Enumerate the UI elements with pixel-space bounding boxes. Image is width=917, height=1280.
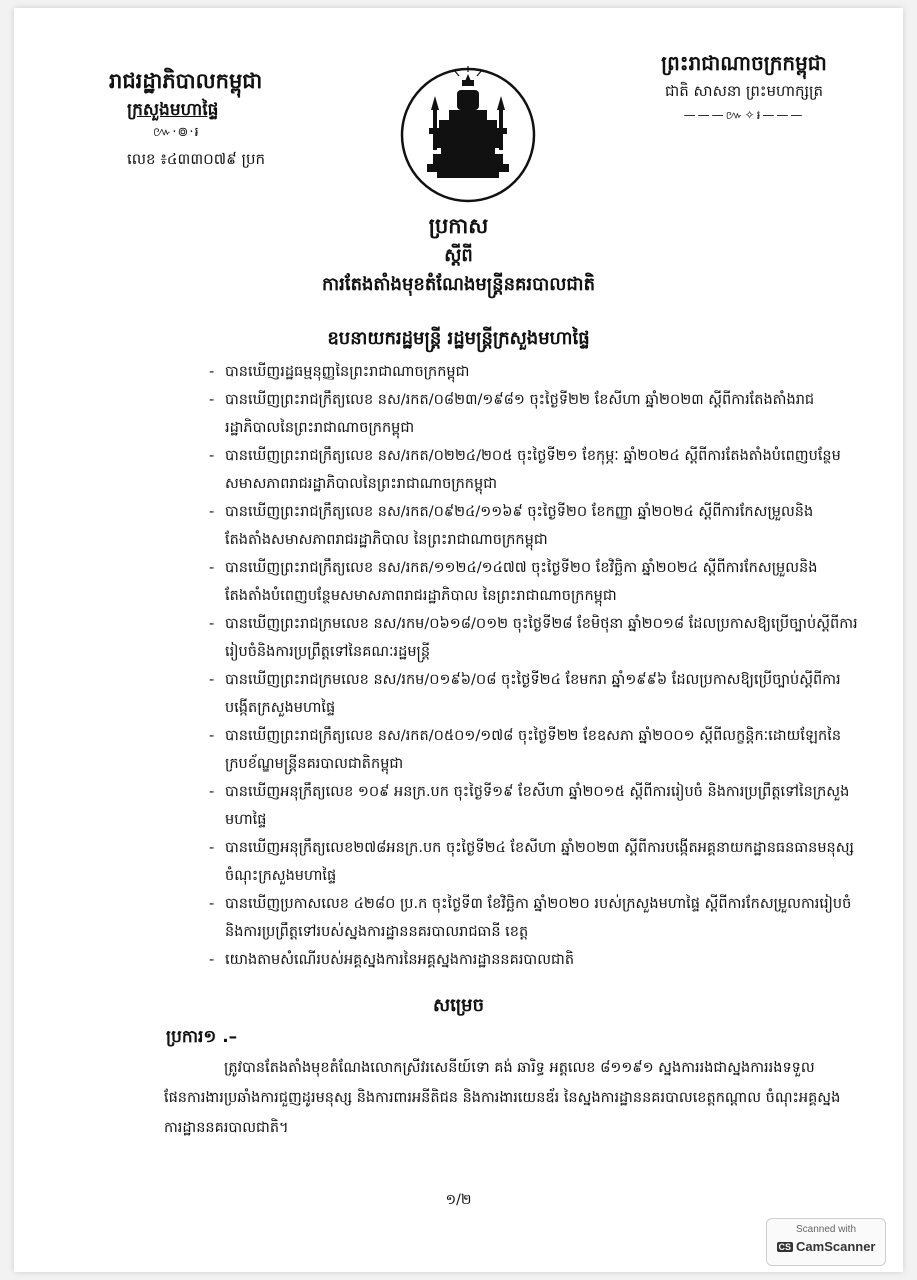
reference-item: - បានឃើញព្រះរាជក្រឹត្យលេខ នស/រកត/០៨២៣/១៩៨១ ចុះថ្ងៃទី២២ ខែសីហា ឆ្នាំ២០២៣ ស្តីពីការតែងតាំងរាជរដ្ឋាភិបាលនៃព្រះរាជាណាចក្រកម្ពុជា — [209, 392, 815, 436]
document-page — [14, 8, 903, 1272]
document-title — [14, 210, 903, 300]
issuing-authority: ឧបនាយករដ្ឋមន្ត្រី រដ្ឋមន្ត្រីក្រសួងមហាផ្ទៃ — [327, 328, 590, 349]
reference-item: - បានឃើញប្រកាសលេខ ៤២៨០ ប្រ.ក ចុះថ្ងៃទី៣ ខែវិច្ឆិកា ឆ្នាំ២០២០ របស់ក្រសួងមហាផ្ទៃ ស្តីពីការកែសម្រួលការរៀបចំនិងការប្រព្រឹត្តទៅរបស់ស្នងការដ្ឋាននគរបាលរាជធានី ខេត្ត — [209, 896, 852, 940]
article-body: ត្រូវបានតែងតាំងមុខតំណែងលោកស្រីវរសេនីយ៍ទោ គង់ ឆារិទ្ធ អត្តលេខ ៨១១៩១ ស្នងការរងជាស្នងការរងទទួលផែនការងារប្រឆាំងការជួញដូរមនុស្ស និងការពារអនីតិជន និងការងារយេនឌ័រ នៃស្នងការដ្ឋាននគរបាលខេត្តកណ្តាល ចំណុះអគ្គស្នងការដ្ឋាននគរបាលជាតិ។ — [164, 1060, 841, 1136]
decision-heading: សម្រេច — [432, 995, 485, 1016]
national-motto: ជាតិ សាសនា ព្រះមហាក្សត្រ — [664, 82, 824, 100]
watermark-brand: CamScanner — [796, 1239, 876, 1254]
watermark-caption: Scanned with — [795, 1224, 857, 1235]
kingdom-header — [614, 48, 874, 126]
reference-item: - បានឃើញអនុក្រឹត្យលេខ២៧៨អនក្រ.បក ចុះថ្ងៃទី២៤ ខែសីហា ឆ្នាំ២០២៣ ស្តីពីការបង្កើតអគ្គនាយកដ្ឋានធនធានមនុស្ស ចំណុះក្រសួងមហាផ្ទៃ — [209, 840, 854, 884]
issuer-header — [109, 66, 309, 172]
government-name: រាជរដ្ឋាភិបាលកម្ពុជា — [109, 69, 263, 93]
ministry-name: ក្រសួងមហាផ្ទៃ — [127, 100, 219, 120]
document-type: ប្រកាស — [428, 214, 489, 238]
motto-ornament: ———៚✧៛——— — [683, 108, 805, 122]
header-ornament: ៚·៙·៛ — [153, 125, 200, 140]
article-heading: ប្រការ១ .– — [166, 1027, 238, 1047]
reference-item: - បានឃើញព្រះរាជក្រឹត្យលេខ នស/រកត/០៥០១/១៧៨ ចុះថ្ងៃទី២២ ខែឧសភា ឆ្នាំ២០០១ ស្តីពីលក្ខន្តិកៈដោយឡែកនៃក្របខ័ណ្ឌមន្ត្រីនគរបាលជាតិកម្ពុជា — [209, 728, 842, 772]
reference-item: - បានឃើញព្រះរាជក្រឹត្យលេខ នស/រកត/១១២៤/១៤៧៧ ចុះថ្ងៃទី២០ ខែវិច្ឆិកា ឆ្នាំ២០២៤ ស្តីពីការកែសម្រួលនិងតែងតាំងបំពេញបន្ថែមសមាសភាពរាជរដ្ឋាភិបាល នៃព្រះរាជាណាចក្រកម្ពុជា — [209, 560, 818, 604]
document-subject: ការតែងតាំងមុខតំណែងមន្ត្រីនគរបាលជាតិ — [322, 274, 595, 295]
royal-emblem-icon — [399, 66, 537, 204]
reference-item: - បានឃើញរដ្ឋធម្មនុញ្ញនៃព្រះរាជាណាចក្រកម្ពុជា — [209, 364, 470, 380]
reference-item: - បានឃើញព្រះរាជក្រឹត្យលេខ នស/រកត/០៩២៤/១១៦៩ ចុះថ្ងៃទី២០ ខែកញ្ញា ឆ្នាំ២០២៤ ស្តីពីការកែសម្រួលនិងតែងតាំងសមាសភាពរាជរដ្ឋាភិបាល នៃព្រះរាជាណាចក្រកម្ពុជា — [209, 504, 814, 548]
reference-item: - យោងតាមសំណើរបស់អគ្គស្នងការនៃអគ្គស្នងការដ្ឋាននគរបាលជាតិ — [209, 952, 575, 968]
reference-item: - បានឃើញព្រះរាជក្រមលេខ នស/រកម/០៦១៨/០១២ ចុះថ្ងៃទី២៨ ខែមិថុនា ឆ្នាំ២០១៨ ដែលប្រកាសឱ្យប្រើច្បាប់ស្តីពីការរៀបចំនិងការប្រព្រឹត្តទៅនៃគណៈរដ្ឋមន្ត្រី — [209, 616, 858, 660]
document-number: លេខ ៖៤៣៣០៧៩ ប្រក — [127, 150, 266, 168]
title-about: ស្តីពី — [444, 245, 473, 266]
page-number: ១/២ — [445, 1192, 472, 1208]
reference-item: - បានឃើញព្រះរាជក្រឹត្យលេខ នស/រកត/០២២៤/២០៥ ចុះថ្ងៃទី២១ ខែកុម្ភៈ ឆ្នាំ២០២៤ ស្តីពីការតែងតាំងបំពេញបន្ថែមសមាសភាពរាជរដ្ឋាភិបាលនៃព្រះរាជាណាចក្រកម្ពុជា — [209, 448, 841, 492]
reference-item: - បានឃើញព្រះរាជក្រមលេខ នស/រកម/០១៩៦/០៨ ចុះថ្ងៃទី២៤ ខែមករា ឆ្នាំ១៩៩៦ ដែលប្រកាសឱ្យប្រើច្បាប់ស្តីពីការបង្កើតក្រសួងមហាផ្ទៃ — [209, 672, 841, 716]
camscanner-watermark — [766, 1218, 886, 1266]
reference-item: - បានឃើញអនុក្រឹត្យលេខ ១០៩ អនក្រ.បក ចុះថ្ងៃទី១៩ ខែសីហា ឆ្នាំ២០១៥ ស្តីពីការរៀបចំ និងការប្រព្រឹត្តទៅនៃក្រសួងមហាផ្ទៃ — [209, 784, 850, 828]
camscanner-logo-icon: CS — [778, 1242, 792, 1252]
legal-references — [209, 358, 859, 974]
kingdom-name: ព្រះរាជាណាចក្រកម្ពុជា — [661, 51, 827, 75]
